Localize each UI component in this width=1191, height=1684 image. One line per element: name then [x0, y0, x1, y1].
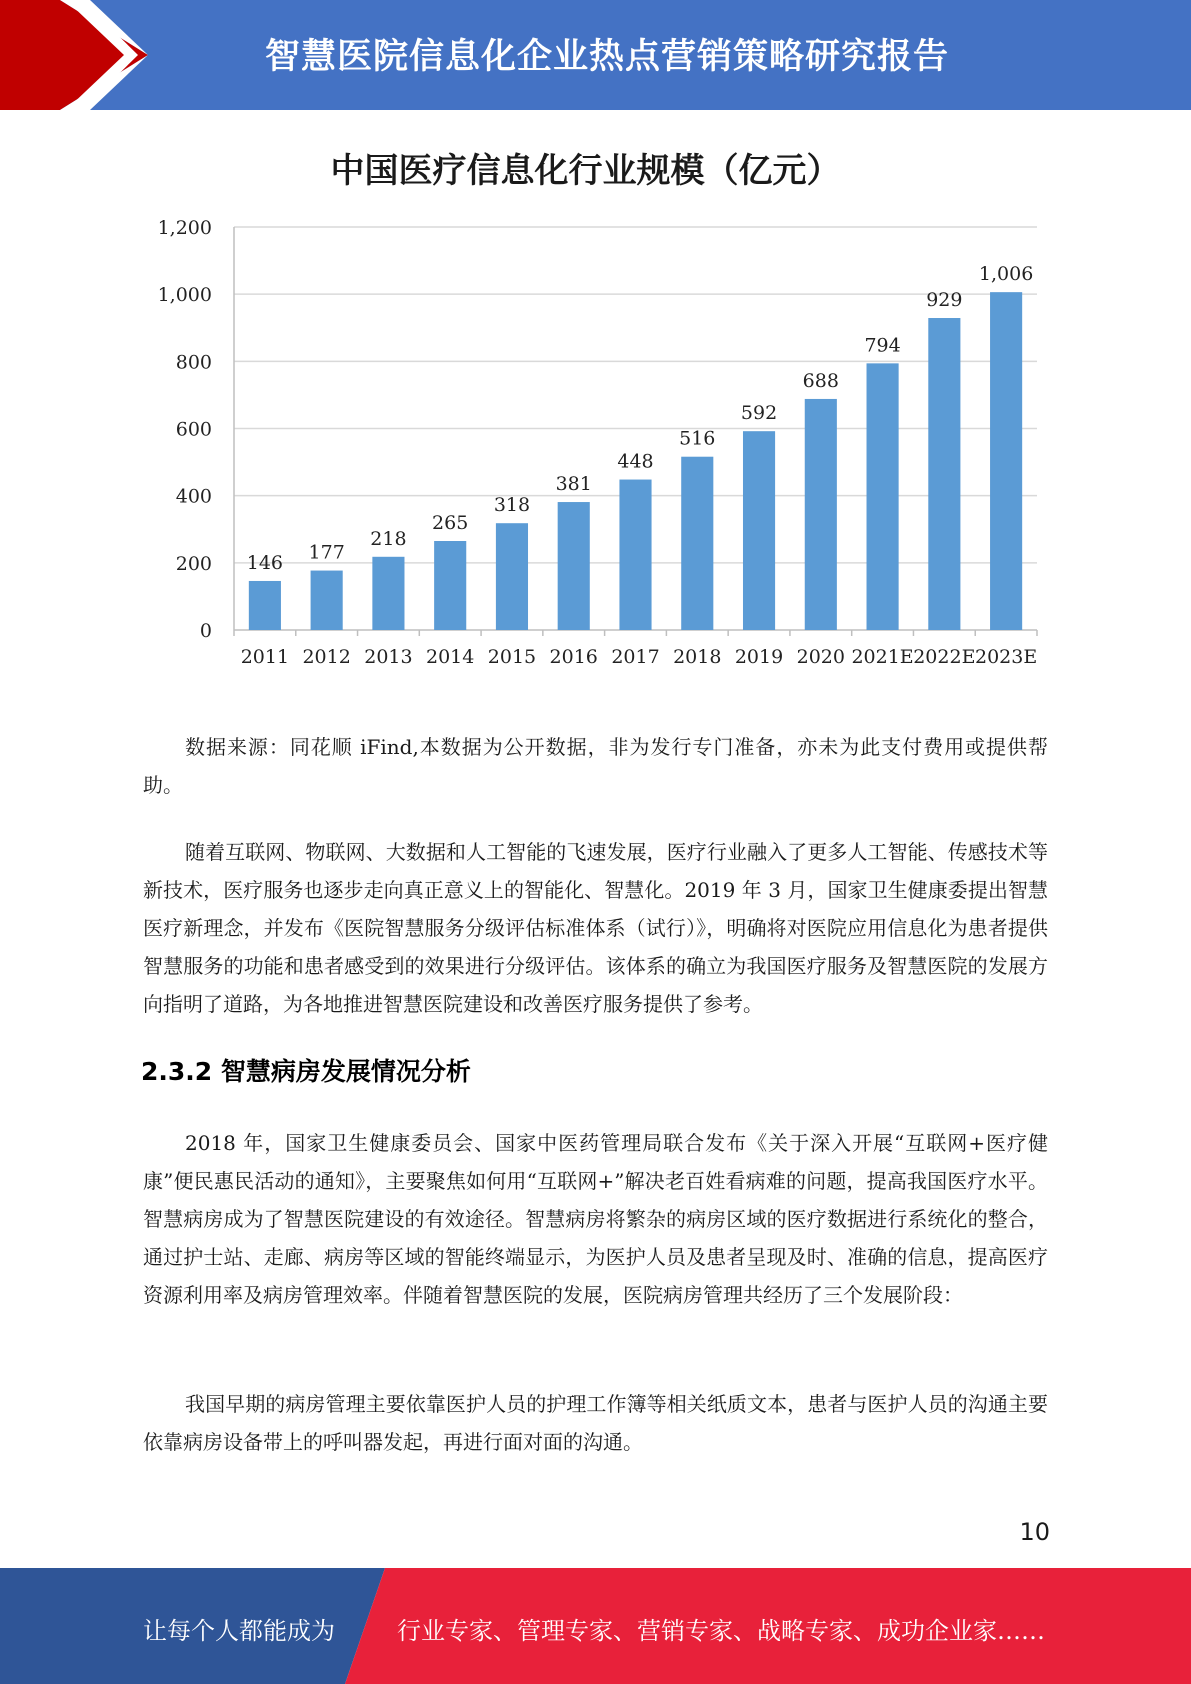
x-tick-label: 2013 — [364, 646, 413, 668]
bar-value-label: 448 — [617, 450, 654, 473]
bar-value-label: 265 — [432, 512, 469, 535]
bar-value-label: 1,006 — [978, 263, 1034, 286]
bar — [558, 502, 590, 630]
bar-value-label: 688 — [802, 369, 839, 392]
x-tick-label: 2021E — [851, 646, 914, 668]
section-heading: 2.3.2 智慧病房发展情况分析 — [141, 1057, 471, 1086]
y-tick-label: 0 — [199, 620, 212, 642]
bar — [372, 557, 404, 630]
x-tick-label: 2018 — [673, 646, 722, 668]
bar — [681, 457, 713, 630]
x-tick-label: 2022E — [913, 646, 976, 668]
bar — [990, 292, 1022, 630]
bar — [867, 363, 899, 630]
page-header-band — [0, 0, 1191, 110]
x-tick-label: 2019 — [734, 646, 784, 668]
paragraph-early-ward: 我国早期的病房管理主要依靠医护人员的护理工作簿等相关纸质文本，患者与医护人员的沟通主要依靠病房设备带上的呼叫器发起，再进行面对面的沟通。 — [143, 1392, 1048, 1454]
bar-value-label: 516 — [679, 427, 716, 450]
paragraph-smart-healthcare: 随着互联网、物联网、大数据和人工智能的飞速发展，医疗行业融入了更多人工智能、传感技术等新技术，医疗服务也逐步走向真正意义上的智能化、智慧化。2019 年 3 月，国家卫生健康委提出智慧医疗新理念，并发布《医院智慧服务分级评估标准体系（试行）》，明确将对医院应用信息化为患者提供智慧服务的功能和患者感受到的效果进行分级评估。该体系的确立为我国医疗服务及智慧医院的发展方向指明了道路，为各地推进智慧医院建设和改善医疗服务提供了参考。 — [143, 840, 1048, 1016]
x-tick-label: 2015 — [487, 646, 537, 668]
bar — [743, 431, 775, 630]
bar-value-label: 794 — [864, 334, 901, 357]
footer-slogan-right: 行业专家、管理专家、营销专家、战略专家、成功企业家…… — [397, 1617, 1045, 1645]
bar-value-label: 146 — [246, 551, 284, 574]
bar — [928, 318, 960, 630]
y-tick-label: 400 — [175, 485, 212, 508]
y-tick-label: 1,200 — [157, 217, 212, 239]
bar-value-label: 381 — [555, 473, 592, 496]
x-tick-label: 2020 — [796, 646, 845, 668]
y-tick-label: 200 — [175, 552, 212, 575]
source-note: 数据来源：同花顺 iFind,本数据为公开数据，非为发行专门准备，亦未为此支付费用或提供帮助。 — [143, 735, 1048, 797]
bar-value-label: 592 — [740, 402, 778, 425]
x-tick-label: 2016 — [549, 646, 598, 668]
bar-value-label: 929 — [926, 289, 963, 312]
bar — [434, 541, 466, 630]
market-size-bar-chart — [120, 140, 1050, 680]
y-tick-label: 800 — [175, 351, 212, 374]
chart-title: 中国医疗信息化行业规模（亿元） — [330, 151, 841, 191]
report-title: 智慧医院信息化企业热点营销策略研究报告 — [265, 37, 950, 77]
x-tick-label: 2023E — [974, 646, 1038, 668]
bar-value-label: 318 — [493, 494, 531, 517]
x-tick-label: 2014 — [426, 646, 475, 668]
x-tick-label: 2017 — [611, 646, 660, 668]
chart-svg — [120, 140, 1050, 680]
bar-value-label: 177 — [308, 541, 345, 564]
page-number: 10 — [1019, 1518, 1050, 1546]
bar — [619, 480, 651, 630]
paragraph-smart-ward: 2018 年，国家卫生健康委员会、国家中医药管理局联合发布《关于深入开展“互联网+医疗健康”便民惠民活动的通知》，主要聚焦如何用“互联网+”解决老百姓看病难的问题，提高我国医疗水平。智慧病房成为了智慧医院建设的有效途径。智慧病房将繁杂的病房区域的医疗数据进行系统化的整合，通过护士站、走廊、病房等区域的智能终端显示，为医护人员及患者呈现及时、准确的信息，提高医疗资源利用率及病房管理效率。伴随着智慧医院的发展，医院病房管理共经历了三个发展阶段： — [143, 1131, 1048, 1307]
x-tick-label: 2011 — [240, 646, 290, 668]
page-footer-band — [0, 1568, 1191, 1684]
y-tick-label: 600 — [175, 418, 212, 441]
bar — [311, 571, 343, 630]
x-tick-label: 2012 — [302, 646, 351, 668]
bar — [496, 523, 528, 630]
y-tick-label: 1,000 — [157, 284, 212, 307]
bar — [805, 399, 837, 630]
bar-value-label: 218 — [370, 527, 407, 550]
bar — [249, 581, 281, 630]
footer-slogan-left: 让每个人都能成为 — [143, 1617, 335, 1645]
